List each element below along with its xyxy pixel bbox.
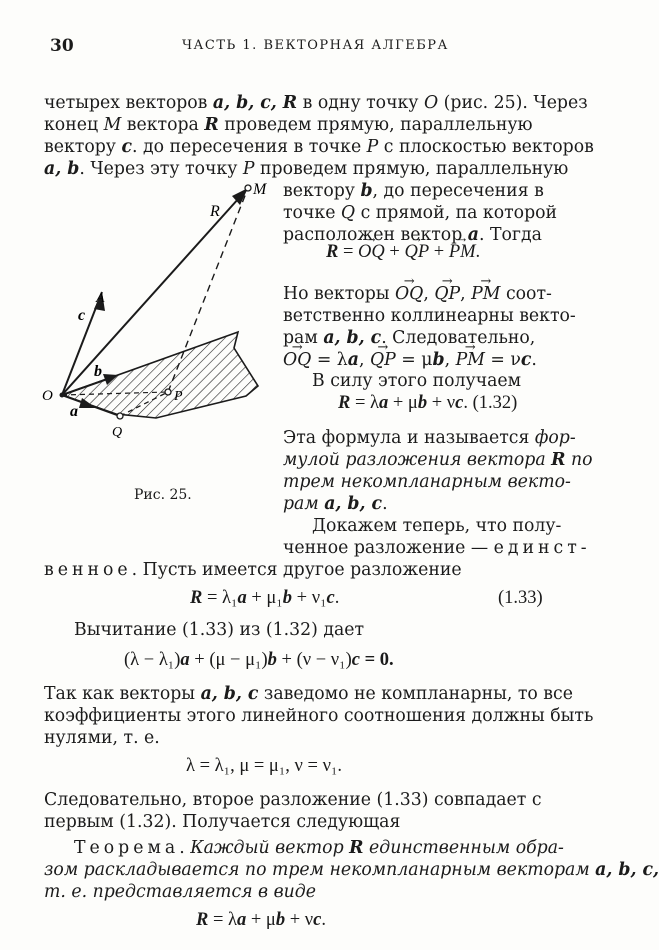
text-line: конец M вектора R проведем прямую, параллельную [44,115,533,135]
text-line: вектору b, до пересечения в [283,181,544,201]
equation-final: R = λa + μb + νc. [196,910,327,930]
text-line: Но векторы → OQ, → QP, → PM соот- [283,284,552,304]
page-number: 30 [50,36,74,56]
text-line: ченное разложение — единст- [283,538,591,558]
text-line: → OQ = λa, → QP = μb, → PM = νc. [283,350,537,370]
equation-1-33: R = λ₁a + μ₁b + ν₁c. [190,588,340,608]
label-p: P [174,389,183,404]
equation-number-1-33: (1.33) [498,588,543,608]
text-line: рам a, b, c. Следовательно, [283,328,536,348]
text-line: расположен вектор a. Тогда [283,225,542,245]
point-m [245,185,251,191]
text-line: вектору c. до пересечения в точке P с плоскостью векторов [44,137,594,157]
label-r: R [210,203,220,220]
text-line: Эта формула и называется фор- [283,428,576,448]
text-line: Докажем теперь, что полу- [312,516,562,536]
text-line: коэффициенты этого линейного соотношения должны быть [44,706,594,726]
theorem-line: т. е. представляется в виде [44,882,316,902]
point-o [60,393,65,398]
figure-caption: Рис. 25. [134,487,192,503]
label-q: Q [112,425,123,440]
label-a-point: A [96,291,105,306]
equation-lambda-equal: λ = λ₁, μ = μ₁, ν = ν₁. [186,756,343,776]
text-line: В силу этого получаем [312,371,522,391]
text-line: точке Q с прямой, па которой [283,203,558,223]
equation-r-sum: R = → OQ + → QP + → PM. [326,242,480,263]
vector-diagram [36,180,276,480]
text-line: Следовательно, второе разложение (1.33) совпадает с [44,790,542,810]
theorem-line: зом раскладывается по трем некомпланарным векторам a, b, c, [44,860,659,880]
text-line: мулой разложения вектора R по [283,450,593,470]
equation-difference: (λ − λ₁)a + (μ − μ₁)b + (ν − ν₁)c = 0. [124,650,394,670]
text-line: нулями, т. е. [44,728,160,748]
theorem-line: Теорема. Каждый вектор R единственным обра- [74,838,564,858]
text-line: ветственно коллинеарны векто- [283,306,576,326]
text-line: рам a, b, c. [283,494,388,514]
text-line: Так как векторы a, b, c заведомо не компланарны, то все [44,684,573,704]
point-q [117,413,123,419]
text-line: четырех векторов a, b, c, R в одну точку O (рис. 25). Через [44,93,588,113]
text-line: a, b. Через эту точку P проведем прямую, параллельную [44,159,569,179]
label-m: M [253,181,267,198]
running-head: ЧАСТЬ 1. ВЕКТОРНАЯ АЛГЕБРА [182,38,449,53]
text-line: Вычитание (1.33) из (1.32) дает [74,620,365,640]
figure-25 [36,180,276,484]
label-c: c [78,307,86,324]
point-p [165,389,171,395]
text-line: трем некомпланарным векто- [283,472,571,492]
text-line: первым (1.32). Получается следующая [44,812,401,832]
label-o: O [42,388,53,404]
label-b: b [94,363,102,380]
equation-1-32: R = λa + μb + νc. (1.32) [338,393,518,413]
label-a: a [70,403,78,420]
text-line: венное. Пусть имеется другое разложение [44,560,462,580]
